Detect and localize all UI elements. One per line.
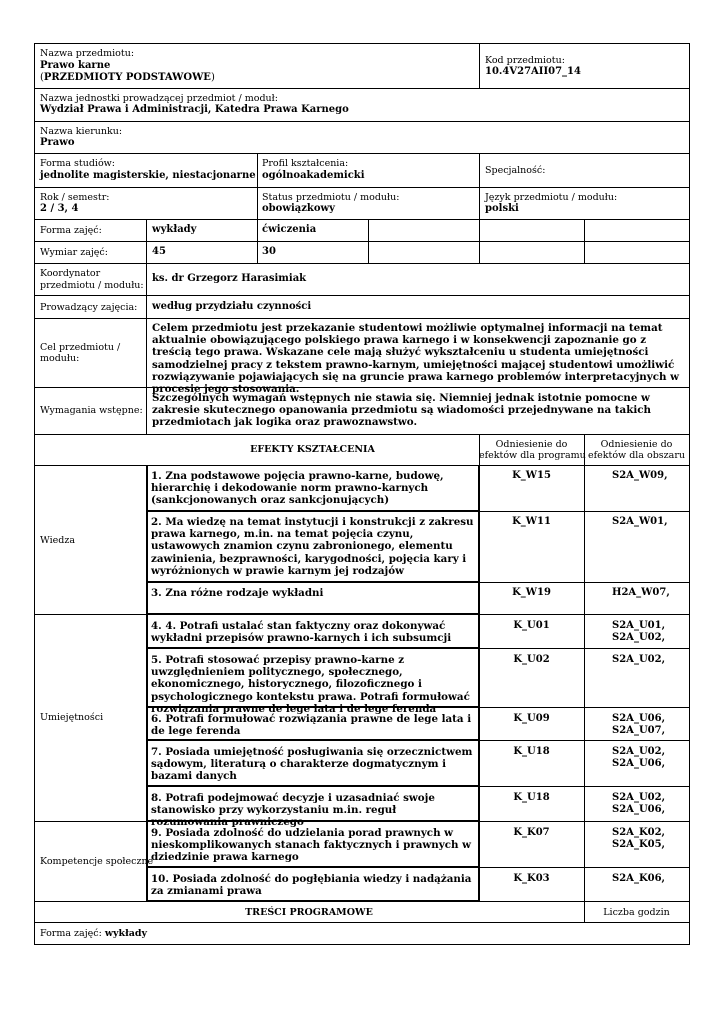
- outcome-area-ref: S2A_W01,: [612, 516, 668, 527]
- form-row-label: Forma zajęć:: [40, 928, 102, 939]
- outcome-program-ref: K_W11: [512, 516, 551, 527]
- area-ref-2: efektów dla obszaru: [587, 450, 685, 461]
- outcome-program-ref: K_K07: [513, 827, 550, 838]
- outcome-text: 3. Zna różne rodzaje wykładni: [151, 587, 324, 599]
- outcome-area-ref: S2A_U01,: [612, 620, 666, 631]
- goal-label-2: modułu:: [40, 353, 80, 364]
- class-form-label: Forma zajęć:: [40, 225, 102, 236]
- outcome-area-ref: S2A_U02,: [612, 654, 666, 665]
- outcome-area-ref-2: S2A_U06,: [612, 804, 666, 815]
- class-exercise: ćwiczenia: [262, 224, 317, 235]
- outcome-text: 2. Ma wiedzę na temat instytucji i konstrukcji z zakresu prawa karnego, m.in. na temat pojęcia czynu, ustawowych znamion czynu zabronionego, elementu zawinienia, bezprawności, karygodności, pojęcia kary i wyróżnionych w prawie karnym jej rodzajów: [151, 516, 474, 577]
- profile-value: ogólnoakademicki: [262, 170, 365, 181]
- coordinator-label-1: Koordynator: [40, 268, 101, 279]
- outcome-area-ref-2: S2A_U06,: [612, 758, 666, 769]
- outcome-area-ref: S2A_U06,: [612, 713, 666, 724]
- social-label: Kompetencje społeczne: [40, 856, 154, 867]
- teacher-label: Prowadzący zajęcia:: [40, 302, 138, 313]
- outcome-area-ref: S2A_W09,: [612, 470, 668, 481]
- program-content-title: TREŚCI PROGRAMOWE: [245, 907, 373, 918]
- language-value: polski: [485, 203, 519, 214]
- outcome-area-ref: S2A_K02,: [612, 827, 666, 838]
- outcome-text: 7. Posiada umiejętność posługiwania się orzecznictwem sądowym, literaturą o charakterze dogmatycznym i bazami danych: [151, 746, 473, 783]
- course-name-label: Nazwa przedmiotu:: [40, 48, 135, 59]
- lecture-hours: 45: [152, 246, 166, 257]
- program-ref-2: efektów dla programu: [479, 450, 586, 461]
- hours-label: Wymiar zajęć:: [40, 247, 108, 258]
- coordinator-value: ks. dr Grzegorz Harasimiak: [152, 273, 307, 284]
- outcome-program-ref: K_U01: [513, 620, 550, 631]
- outcome-text: 5. Potrafi stosować przepisy prawno-karne z uwzględnieniem politycznego, społecznego, ekonomicznego, historycznego, filozoficznego i psychologicznego kontekstu prawa. Potrafi formułować rozwiązania prawne de lege lata i de lege ferenda: [151, 654, 470, 715]
- specialty-label: Specjalność:: [485, 165, 546, 176]
- outcome-text: 9. Posiada zdolność do udzielania porad prawnych w nieskomplikowanych stanach faktycznych i prawnych w dziedzinie prawa karnego: [151, 827, 471, 864]
- skills-label: Umiejętności: [40, 712, 104, 723]
- exercise-hours: 30: [262, 246, 276, 257]
- unit-label: Nazwa jednostki prowadzącej przedmiot / moduł:: [40, 93, 278, 104]
- outcome-area-ref: S2A_K06,: [612, 873, 666, 884]
- course-group-value: PRZEDMIOTY PODSTAWOWE: [43, 72, 211, 83]
- program-ref-1: Odniesienie do: [495, 439, 568, 450]
- form-row-value: wykłady: [104, 928, 148, 939]
- study-form-label: Forma studiów:: [40, 158, 116, 169]
- goal-value: Celem przedmiotu jest przekazanie studentowi możliwie optymalnej informacji na temat aktualnie obowiązującego polskiego prawa karnego i w konsekwencji zapoznanie go z treścią tego prawa. Wskazane cele mają służyć wykształceniu u studenta umiejętności samodzielnej pracy z tekstem prawno-karnym, umiejętności mającej studentowi umożliwić rozwiązywanie pojawiających się na gruncie prawa karnego problemów interpretacyjnych w procesie jego stosowania.: [152, 322, 679, 396]
- status-label: Status przedmiotu / modułu:: [262, 192, 400, 203]
- outcome-text: 10. Posiada zdolność do pogłębiania wiedzy i nadążania za zmianami prawa: [151, 873, 472, 898]
- year-value: 2 / 3, 4: [40, 203, 79, 214]
- outcome-text: 1. Zna podstawowe pojęcia prawno-karne, budowę, hierarchię i dekodowanie norm prawno-karnych (sankcjonowanych oraz sankcjonujących): [151, 470, 444, 507]
- outcome-program-ref: K_U18: [513, 746, 550, 757]
- course-code-label: Kod przedmiotu:: [485, 55, 565, 66]
- outcome-program-ref: K_U09: [513, 713, 550, 724]
- requirements-value: Szczególnych wymagań wstępnych nie stawia się. Niemniej jednak istotnie pomocne w zakresie skutecznego opanowania przedmiotu są wiadomości przejednywane na takich przedmiotach jak logika oraz prawoznawstwo.: [152, 392, 652, 429]
- outcome-text: 6. Potrafi formułować rozwiązania prawne de lege lata i de lege ferenda: [151, 713, 472, 738]
- outcome-program-ref: K_K03: [513, 873, 550, 884]
- hours-column-label: Liczba godzin: [603, 907, 670, 918]
- form-row: [40, 928, 147, 939]
- course-group: (PRZEDMIOTY PODSTAWOWE): [40, 72, 215, 83]
- course-name: Prawo karne: [40, 60, 111, 71]
- outcome-area-ref: S2A_U02,: [612, 746, 666, 757]
- outcome-program-ref: K_W15: [512, 470, 551, 481]
- outcome-area-ref-2: S2A_U02,: [612, 632, 666, 643]
- outcome-area-ref-2: S2A_U07,: [612, 725, 666, 736]
- knowledge-label: Wiedza: [40, 535, 76, 546]
- outcome-area-ref-2: S2A_K05,: [612, 839, 666, 850]
- goal-label-1: Cel przedmiotu /: [40, 342, 121, 353]
- status-value: obowiązkowy: [262, 203, 335, 214]
- field-value: Prawo: [40, 137, 75, 148]
- outcome-text: 8. Potrafi podejmować decyzje i uzasadniać swoje stanowisko przy wykorzystaniu m.in. reguł rozumowania prawniczego: [151, 792, 435, 829]
- outcomes-title: EFEKTY KSZTAŁCENIA: [250, 444, 375, 455]
- area-ref-1: Odniesienie do: [600, 439, 673, 450]
- outcome-program-ref: K_W19: [512, 587, 551, 598]
- teacher-value: według przydziału czynności: [152, 301, 312, 312]
- outcome-area-ref: H2A_W07,: [612, 587, 670, 598]
- course-code: 10.4V27AII07_14: [485, 66, 581, 77]
- language-label: Język przedmiotu / modułu:: [485, 192, 618, 203]
- unit-value: Wydział Prawa i Administracji, Katedra Prawa Karnego: [40, 104, 349, 115]
- study-form-value: jednolite magisterskie, niestacjonarne: [40, 170, 256, 181]
- outcome-program-ref: K_U18: [513, 792, 550, 803]
- coordinator-label-2: przedmiotu / modułu:: [40, 280, 144, 291]
- requirements-label: Wymagania wstępne:: [40, 405, 143, 416]
- field-label: Nazwa kierunku:: [40, 126, 123, 137]
- outcome-area-ref: S2A_U02,: [612, 792, 666, 803]
- year-label: Rok / semestr:: [40, 192, 110, 203]
- outcome-text: 4. 4. Potrafi ustalać stan faktyczny oraz dokonywać wykładni przepisów prawno-karnych i ich subsumcji: [151, 620, 452, 645]
- class-lecture: wykłady: [152, 224, 197, 235]
- outcome-program-ref: K_U02: [513, 654, 550, 665]
- profile-label: Profil kształcenia:: [262, 158, 349, 169]
